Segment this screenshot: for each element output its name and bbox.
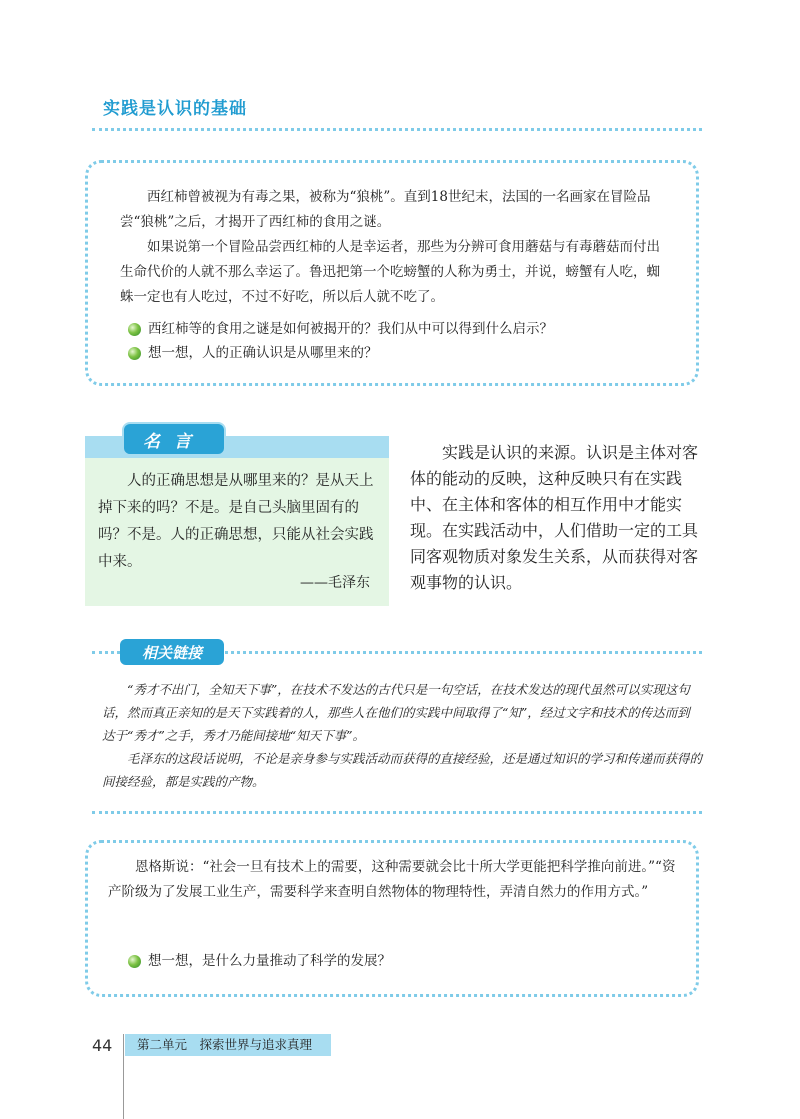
case-paragraph-1: 西红柿曾被视为有毒之果，被称为“狼桃”。直到18世纪末，法国的一名画家在冒险品尝“狼桃”之后，才揭开了西红柿的食用之谜。 xyxy=(120,189,651,230)
question-item xyxy=(128,317,678,341)
question-item xyxy=(128,949,678,973)
link-end-divider xyxy=(92,811,702,814)
main-paragraph: 实践是认识的来源。认识是主体对客体的能动的反映，这种反映只有在实践中、在主体和客体的相互作用中才能实现。在实践活动中，人们借助一定的工具同客观物质对象发生关系，从而获得对客观事物的认识。 xyxy=(410,443,699,592)
engels-paragraph: 恩格斯说：“社会一旦有技术上的需要，这种需要就会比十所大学更能把科学推向前进。”“资产阶级为了发展工业生产，需要科学来查明自然物体的物理特性，弄清自然力的作用方式。” xyxy=(108,859,676,900)
bullet-icon xyxy=(128,347,141,360)
question-text: 想一想，是什么力量推动了科学的发展？ xyxy=(148,953,391,969)
question-text: 想一想，人的正确认识是从哪里来的？ xyxy=(148,345,378,361)
quote-text: 人的正确思想是从哪里来的？是从天上掉下来的吗？不是。是自己头脑里固有的吗？不是。人的正确思想，只能从社会实践中来。 xyxy=(98,473,374,570)
link-paragraph-1: “秀才不出门，全知天下事”，在技术不发达的古代只是一句空话，在技术发达的现代虽然可以实现这句话，然而真正亲知的是天下实践着的人，那些人在他们的实践中间取得了“知”，经过文字和技术的传达而到达于“秀才”之手，秀才乃能间接地“知天下事”。 xyxy=(102,682,690,743)
engels-question xyxy=(128,949,678,973)
case-box xyxy=(85,160,699,386)
footer-rule xyxy=(123,1034,124,1119)
page-number: 44 xyxy=(92,1036,113,1055)
case-questions xyxy=(128,317,678,365)
link-paragraph-2: 毛泽东的这段话说明，不论是亲身参与实践活动而获得的直接经验，还是通过知识的学习和传递而获得的间接经验，都是实践的产物。 xyxy=(102,751,703,789)
section-divider xyxy=(92,128,702,131)
bullet-icon xyxy=(128,955,141,968)
bullet-icon xyxy=(128,323,141,336)
engels-text xyxy=(108,855,678,905)
engels-box xyxy=(85,840,699,997)
quote-tab: 名言 xyxy=(122,422,226,456)
related-link-text xyxy=(102,678,702,793)
quote-author: ——毛泽东 xyxy=(300,575,370,591)
section-title: 实践是认识的基础 xyxy=(103,99,247,119)
related-link-tab: 相关链接 xyxy=(120,639,224,665)
question-text: 西红柿等的食用之谜是如何被揭开的？我们从中可以得到什么启示？ xyxy=(148,321,553,337)
question-item xyxy=(128,341,678,365)
case-paragraph-2: 如果说第一个冒险品尝西红柿的人是幸运者，那些为分辨可食用蘑菇与有毒蘑菇而付出生命代价的人就不那么幸运了。鲁迅把第一个吃螃蟹的人称为勇士，并说，螃蟹有人吃，蜘蛛一定也有人吃过，不过不好吃，所以后人就不吃了。 xyxy=(120,239,660,305)
unit-label: 第二单元 探索世界与追求真理 xyxy=(125,1034,331,1056)
case-text xyxy=(120,185,672,310)
